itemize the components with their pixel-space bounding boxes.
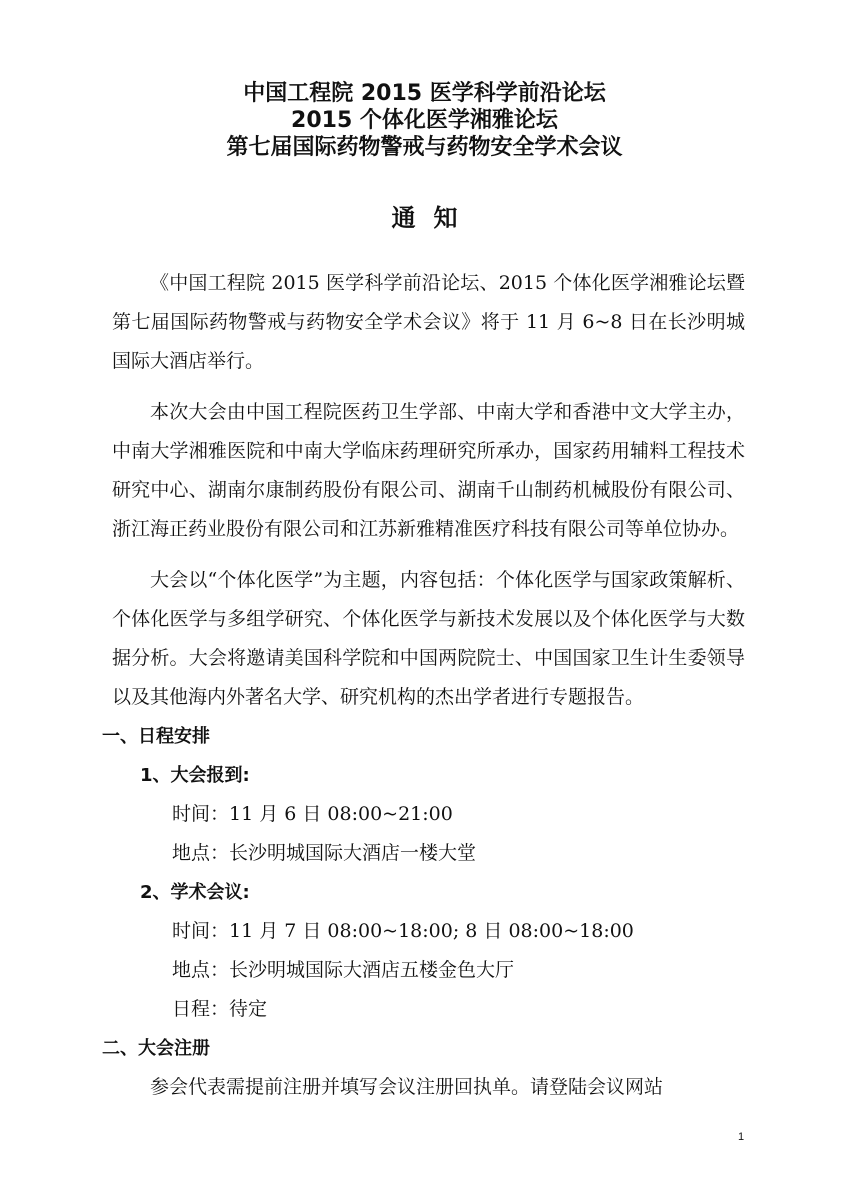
registration-place: 地点：长沙明城国际大酒店一楼大堂 bbox=[172, 842, 477, 864]
document-header bbox=[0, 80, 849, 161]
notice-title: 通知 bbox=[391, 203, 476, 232]
document-body bbox=[102, 264, 745, 1107]
paragraph-intro: 《中国工程院 2015 医学科学前沿论坛、2015 个体化医学湘雅论坛暨第七届国际药物警戒与药物安全学术会议》将于 11 月 6~8 日在长沙明城国际大酒店举行。 bbox=[112, 272, 745, 372]
subsection-registration-title: 1、大会报到: bbox=[140, 765, 250, 786]
conference-time: 时间：11 月 7 日 08:00~18:00; 8 日 08:00~18:00 bbox=[172, 920, 634, 942]
registration-time: 时间：11 月 6 日 08:00~21:00 bbox=[172, 803, 453, 825]
header-line-3: 第七届国际药物警戒与药物安全学术会议 bbox=[226, 135, 623, 160]
paragraph-organizers: 本次大会由中国工程院医药卫生学部、中南大学和香港中文大学主办，中南大学湘雅医院和中南大学临床药理研究所承办，国家药用辅料工程技术研究中心、湖南尔康制药股份有限公司、湖南千山制药机械股份有限公司、浙江海正药业股份有限公司和江苏新雅精准医疗科技有限公司等单位协办。 bbox=[112, 401, 745, 540]
header-line-2: 2015 个体化医学湘雅论坛 bbox=[291, 108, 558, 133]
conference-schedule: 日程：待定 bbox=[172, 998, 268, 1020]
paragraph-theme: 大会以“个体化医学”为主题，内容包括：个体化医学与国家政策解析、个体化医学与多组学研究、个体化医学与新技术发展以及个体化医学与大数据分析。大会将邀请美国科学院和中国两院院士、中国国家卫生计生委领导以及其他海内外著名大学、研究机构的杰出学者进行专题报告。 bbox=[112, 569, 745, 708]
paragraph-registration: 参会代表需提前注册并填写会议注册回执单。请登陆会议网站 bbox=[150, 1076, 664, 1098]
conference-place: 地点：长沙明城国际大酒店五楼金色大厅 bbox=[172, 959, 515, 981]
subsection-conference-title: 2、学术会议: bbox=[140, 882, 250, 903]
section-schedule-title: 一、日程安排 bbox=[102, 726, 210, 747]
header-line-1: 中国工程院 2015 医学科学前沿论坛 bbox=[243, 81, 606, 106]
section-registration-title: 二、大会注册 bbox=[102, 1038, 210, 1059]
page-number: 1 bbox=[738, 1131, 745, 1143]
